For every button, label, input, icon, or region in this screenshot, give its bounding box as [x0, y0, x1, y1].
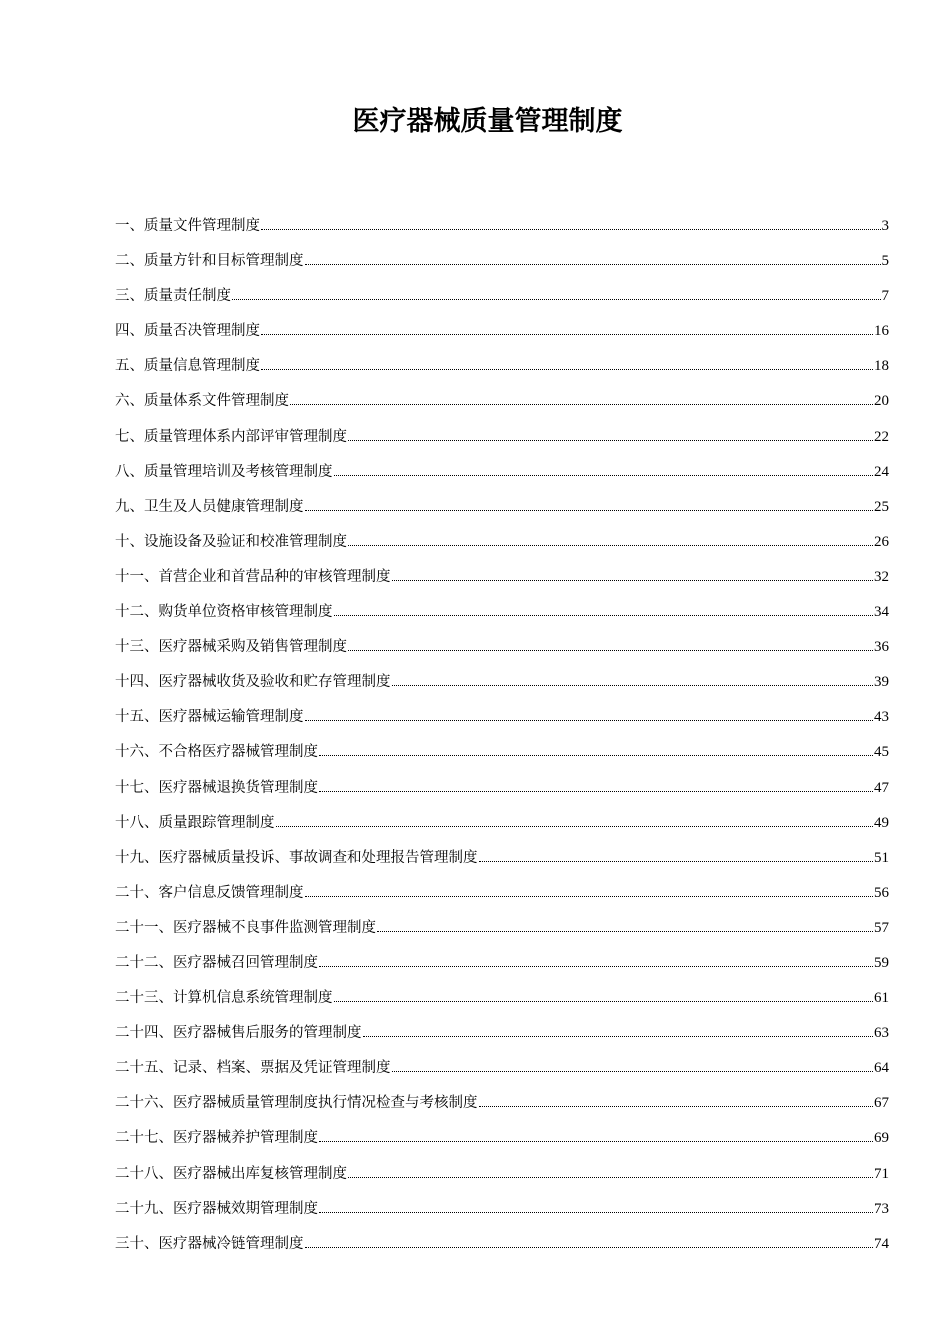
- toc-entry[interactable]: [115, 493, 889, 528]
- toc-entry[interactable]: [115, 809, 889, 844]
- toc-entry[interactable]: [115, 914, 889, 949]
- toc-dot-leader: [305, 720, 874, 721]
- toc-dot-leader: [334, 1001, 874, 1002]
- toc-dot-leader: [334, 475, 874, 476]
- page-title: 医疗器械质量管理制度: [352, 106, 623, 137]
- toc-entry[interactable]: [115, 528, 889, 563]
- toc-entry-page-number: 69: [874, 1130, 889, 1147]
- toc-entry-page-number: 25: [874, 498, 889, 515]
- toc-entry[interactable]: [115, 282, 889, 317]
- toc-entry-page-number: 73: [874, 1200, 889, 1217]
- toc-dot-leader: [392, 580, 874, 581]
- toc-entry-page-number: 36: [874, 639, 889, 656]
- toc-entry-page-number: 34: [874, 604, 889, 621]
- toc-dot-leader: [305, 264, 881, 265]
- toc-entry-label: 十五、医疗器械运输管理制度: [115, 709, 304, 726]
- toc-entry[interactable]: [115, 738, 889, 773]
- toc-entry-label: 十四、医疗器械收货及验收和贮存管理制度: [115, 674, 391, 691]
- toc-entry[interactable]: [115, 423, 889, 458]
- toc-entry[interactable]: [115, 1160, 889, 1195]
- toc-dot-leader: [261, 334, 873, 335]
- toc-entry-label: 十三、医疗器械采购及销售管理制度: [115, 639, 347, 656]
- toc-entry-page-number: 45: [874, 744, 889, 761]
- toc-entry-label: 四、质量否决管理制度: [115, 323, 260, 340]
- toc-entry-label: 十一、首营企业和首营品种的审核管理制度: [115, 568, 391, 585]
- toc-entry-page-number: 63: [874, 1025, 889, 1042]
- toc-entry[interactable]: [115, 563, 889, 598]
- toc-entry[interactable]: [115, 1019, 889, 1054]
- toc-entry-label: 八、质量管理培训及考核管理制度: [115, 463, 333, 480]
- toc-entry-page-number: 56: [874, 884, 889, 901]
- toc-dot-leader: [290, 404, 873, 405]
- toc-entry[interactable]: [115, 668, 889, 703]
- toc-dot-leader: [348, 1177, 873, 1178]
- toc-entry-label: 二十三、计算机信息系统管理制度: [115, 990, 333, 1007]
- toc-entry[interactable]: [115, 949, 889, 984]
- toc-entry[interactable]: [115, 1230, 889, 1265]
- toc-entry-label: 二十五、记录、档案、票据及凭证管理制度: [115, 1060, 391, 1077]
- toc-entry-page-number: 5: [881, 253, 889, 270]
- toc-entry-label: 一、质量文件管理制度: [115, 218, 260, 234]
- toc-entry-page-number: 64: [874, 1060, 889, 1077]
- toc-entry-label: 十九、医疗器械质量投诉、事故调查和处理报告管理制度: [115, 849, 478, 866]
- toc-entry-label: 十、设施设备及验证和校准管理制度: [115, 533, 347, 550]
- toc-entry-label: 二十六、医疗器械质量管理制度执行情况检查与考核制度: [115, 1095, 478, 1112]
- toc-dot-leader: [392, 685, 874, 686]
- toc-entry-page-number: 74: [874, 1235, 889, 1252]
- toc-dot-leader: [319, 1141, 873, 1142]
- toc-dot-leader: [276, 826, 874, 827]
- toc-entry[interactable]: [115, 703, 889, 738]
- toc-dot-leader: [232, 299, 881, 300]
- toc-entry-page-number: 20: [874, 393, 889, 410]
- toc-entry-label: 二、质量方针和目标管理制度: [115, 253, 304, 270]
- toc-entry-page-number: 57: [874, 919, 889, 936]
- toc-entry-page-number: 61: [874, 990, 889, 1007]
- toc-entry[interactable]: [115, 247, 889, 282]
- toc-entry-page-number: 26: [874, 533, 889, 550]
- toc-entry[interactable]: [115, 458, 889, 493]
- toc-entry-page-number: 3: [881, 218, 889, 234]
- toc-dot-leader: [377, 931, 873, 932]
- toc-entry[interactable]: [115, 598, 889, 633]
- toc-dot-leader: [305, 896, 874, 897]
- toc-entry-page-number: 16: [874, 323, 889, 340]
- toc-entry-label: 三十、医疗器械冷链管理制度: [115, 1235, 304, 1252]
- toc-entry-page-number: 22: [874, 428, 889, 445]
- toc-entry[interactable]: [115, 1124, 889, 1159]
- toc-entry[interactable]: [115, 984, 889, 1019]
- toc-entry-page-number: 7: [881, 288, 889, 305]
- toc-dot-leader: [348, 650, 873, 651]
- toc-entry[interactable]: [115, 1054, 889, 1089]
- toc-entry-label: 二十八、医疗器械出库复核管理制度: [115, 1165, 347, 1182]
- toc-entry[interactable]: [115, 317, 889, 352]
- toc-entry[interactable]: [115, 633, 889, 668]
- toc-dot-leader: [319, 791, 873, 792]
- toc-dot-leader: [348, 440, 873, 441]
- toc-dot-leader: [305, 510, 874, 511]
- toc-entry-page-number: 32: [874, 568, 889, 585]
- toc-dot-leader: [319, 966, 873, 967]
- toc-entry-page-number: 71: [874, 1165, 889, 1182]
- toc-dot-leader: [319, 755, 873, 756]
- toc-entry[interactable]: [115, 387, 889, 422]
- toc-entry[interactable]: [115, 774, 889, 809]
- toc-entry-label: 六、质量体系文件管理制度: [115, 393, 289, 410]
- toc-entry-label: 十七、医疗器械退换货管理制度: [115, 779, 318, 796]
- toc-entry-label: 二十一、医疗器械不良事件监测管理制度: [115, 919, 376, 936]
- toc-entry[interactable]: [115, 1195, 889, 1230]
- toc-entry[interactable]: [115, 844, 889, 879]
- toc-entry[interactable]: [115, 879, 889, 914]
- toc-entry-label: 十八、质量跟踪管理制度: [115, 814, 275, 831]
- table-of-contents: [115, 212, 889, 1265]
- toc-dot-leader: [319, 1212, 873, 1213]
- toc-dot-leader: [363, 1036, 874, 1037]
- toc-entry[interactable]: [115, 212, 889, 247]
- toc-entry-page-number: 24: [874, 463, 889, 480]
- toc-dot-leader: [348, 545, 873, 546]
- toc-entry-label: 十二、购货单位资格审核管理制度: [115, 604, 333, 621]
- toc-dot-leader: [261, 369, 873, 370]
- toc-entry-label: 二十七、医疗器械养护管理制度: [115, 1130, 318, 1147]
- toc-entry-label: 十六、不合格医疗器械管理制度: [115, 744, 318, 761]
- toc-entry-label: 二十九、医疗器械效期管理制度: [115, 1200, 318, 1217]
- toc-entry-page-number: 67: [874, 1095, 889, 1112]
- toc-entry-label: 三、质量责任制度: [115, 288, 231, 305]
- toc-dot-leader: [479, 861, 874, 862]
- toc-dot-leader: [261, 229, 881, 230]
- toc-entry-page-number: 43: [874, 709, 889, 726]
- toc-dot-leader: [334, 615, 874, 616]
- toc-entry-label: 七、质量管理体系内部评审管理制度: [115, 428, 347, 445]
- toc-entry-page-number: 51: [874, 849, 889, 866]
- toc-entry-label: 五、质量信息管理制度: [115, 358, 260, 375]
- toc-dot-leader: [392, 1071, 874, 1072]
- toc-entry[interactable]: [115, 1089, 889, 1124]
- toc-entry-page-number: 47: [874, 779, 889, 796]
- toc-entry-label: 二十、客户信息反馈管理制度: [115, 884, 304, 901]
- toc-entry-page-number: 59: [874, 954, 889, 971]
- toc-entry-page-number: 39: [874, 674, 889, 691]
- toc-entry-page-number: 18: [874, 358, 889, 375]
- toc-dot-leader: [479, 1106, 874, 1107]
- toc-entry-label: 二十二、医疗器械召回管理制度: [115, 954, 318, 971]
- toc-entry-page-number: 49: [874, 814, 889, 831]
- toc-entry-label: 九、卫生及人员健康管理制度: [115, 498, 304, 515]
- toc-entry-label: 二十四、医疗器械售后服务的管理制度: [115, 1025, 362, 1042]
- toc-entry[interactable]: [115, 352, 889, 387]
- toc-dot-leader: [305, 1247, 874, 1248]
